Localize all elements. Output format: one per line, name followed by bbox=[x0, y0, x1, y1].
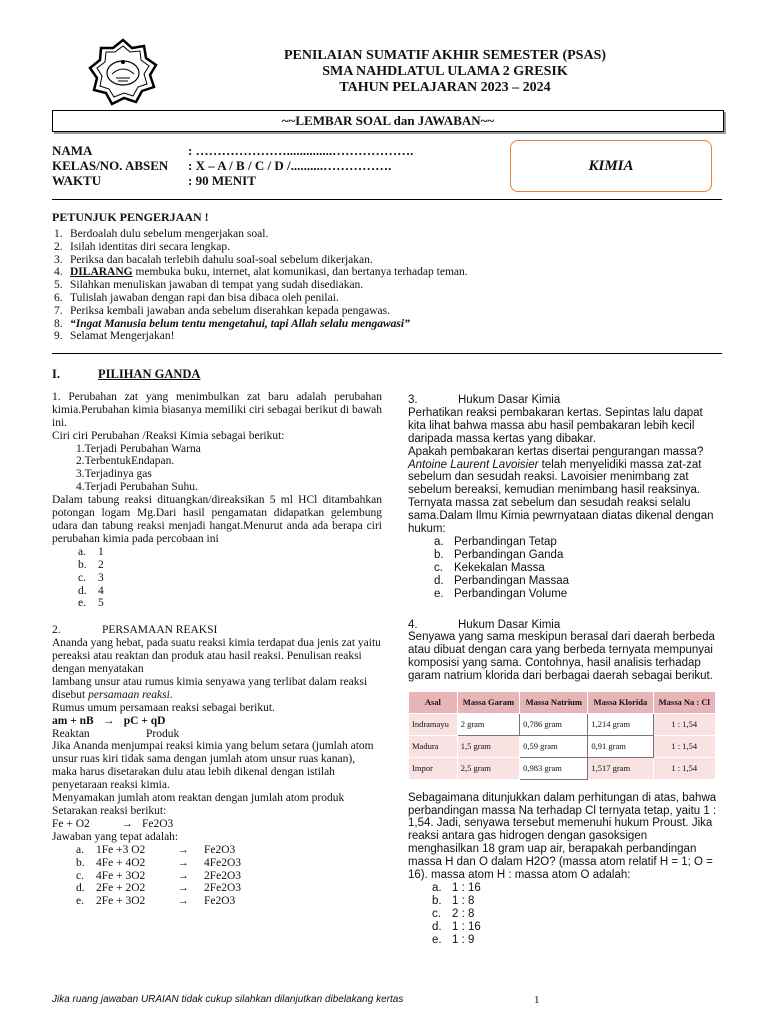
option-a[interactable]: a. 1 bbox=[78, 545, 104, 558]
school-logo bbox=[88, 38, 158, 108]
equation-labels: Reaktan Produk bbox=[52, 727, 180, 740]
option-b[interactable]: b. 1 : 8 bbox=[432, 894, 475, 907]
q3-options bbox=[408, 536, 718, 601]
footer-note: Jika ruang jawaban URAIAN tidak cukup silahkan dilanjutkan dibelakang kertas bbox=[52, 994, 404, 1005]
option-a[interactable]: a. 1 : 16 bbox=[432, 882, 481, 894]
option-c[interactable]: c. 4Fe + 3O2 → 2Fe2O3 bbox=[76, 869, 242, 882]
identity-row-time: WAKTU : 90 MENIT bbox=[52, 173, 256, 188]
q2-paragraph: Ananda yang hebat, pada suatu reaksi kimia terdapat dua jenis zat yaitu pereaksi atau reaktan dan produk atau hasil reaksi. Penulisan reaksi dengan menyatakan bbox=[52, 637, 381, 676]
list-item: 9. Selamat Mengerjakan! bbox=[54, 330, 175, 343]
list-item: 4.Terjadi Perubahan Suhu. bbox=[76, 481, 198, 494]
option-e[interactable]: e. 1 : 9 bbox=[432, 933, 475, 946]
q2-options bbox=[52, 844, 382, 909]
q2-paragraph: Jawaban yang tepat adalah: bbox=[52, 830, 179, 843]
option-b[interactable]: b. Perbandingan Ganda bbox=[434, 548, 564, 561]
option-d[interactable]: d. 1 : 16 bbox=[432, 920, 481, 933]
q2-paragraph: Setarakan reaksi berikut: bbox=[52, 805, 167, 817]
page-number: 1 bbox=[534, 994, 540, 1006]
salt-analysis-table bbox=[408, 691, 716, 780]
q1-list-title: Ciri ciri Perubahan /Reaksi Kimia sebagai berikut: bbox=[52, 429, 285, 442]
q4-options bbox=[408, 882, 718, 947]
q2-paragraph: Menyamakan jumlah atom reaktan dengan jumlah atom produk bbox=[52, 792, 345, 805]
table-row: Indramayu 2 gram 0,786 gram 1,214 gram 1 : 1,54 bbox=[409, 713, 716, 735]
option-b[interactable]: b. 2 bbox=[78, 558, 104, 571]
table-header-row: Asal Massa Garam Massa Natrium Massa Klorida Massa Na : Cl bbox=[409, 692, 716, 714]
q2-heading: 2. PERSAMAAN REAKSI bbox=[52, 624, 218, 637]
divider bbox=[52, 353, 722, 354]
list-item: 3.Terjadinya gas bbox=[76, 468, 152, 481]
list-item: 7. Periksa kembali jawaban anda sebelum diserahkan kepada pengawas. bbox=[54, 304, 390, 317]
q1-body: Dalam tabung reaksi dituangkan/direaksikan 5 ml HCl ditambahkan potongan logam Mg.Dari hasil pengamatan didapatkan gelembung udara dan tabung reaksi menjadi hangat.Menurut anda ada berapa ciri perubahan kimia pada percobaan ini bbox=[52, 494, 382, 545]
instructions-title: PETUNJUK PENGERJAAN ! bbox=[52, 210, 209, 224]
q3-paragraph: Antoine Laurent Lavoisier telah menyelidiki massa zat-zat sebelum dan sesudah reaksi. Lavoisier menimbang zat sebelum bereaksi, kemudian menimbang hasil reaksinya. Ternyata massa zat sebelum dan sesudah reaksi selalu sama.Dalam Ilmu Kimia pewrnyataan diatas dikenal dengan hukum: bbox=[408, 458, 714, 536]
list-item: 1. Berdoalah dulu sebelum mengerjakan soal. bbox=[54, 228, 269, 240]
q4-paragraph: Senyawa yang sama meskipun berasal dari daerah berbeda atau dibuat dengan cara yang berbeda ternyata mempunyai komposisi yang sama. Contohnya, hasil analisis terhadap garam natrium klorida dari berbagai daerah sebagai berikut. bbox=[408, 631, 715, 683]
option-d[interactable]: d. 2Fe + 2O2 → 2Fe2O3 bbox=[76, 882, 242, 895]
list-item: 1.Terjadi Perubahan Warna bbox=[76, 442, 201, 455]
list-item: 8. “Ingat Manusia belum tentu mengetahui, tapi Allah selalu mengawasi” bbox=[54, 317, 410, 330]
identity-row-name[interactable]: NAMA : …………………..............………………. bbox=[52, 143, 414, 158]
option-d[interactable]: d. 4 bbox=[78, 584, 104, 597]
sheet-title: ~~LEMBAR SOAL dan JAWABAN~~ bbox=[52, 110, 724, 132]
q2-paragraph: lambang unsur atau rumus kimia senyawa yang terlibat dalam reaksi disebut persamaan reaksi. bbox=[52, 675, 368, 701]
list-item: 2.TerbentukEndapan. bbox=[76, 455, 175, 468]
instructions-list bbox=[54, 228, 468, 343]
q2-paragraph: Jika Ananda menjumpai reaksi kimia yang belum setara (jumlah atom unsur ruas kiri tidak sama dengan jumlah atom unsur ruas kanan), maka harus disetarakan dulu atau lebih dikenal dengan istilah penyetaraan reaksi kimia. bbox=[52, 740, 374, 792]
list-item: 5. Silahkan menuliskan jawaban di tempat yang sudah disediakan. bbox=[54, 279, 364, 292]
option-c[interactable]: c. 2 : 8 bbox=[432, 907, 475, 920]
exam-title: PENILAIAN SUMATIF AKHIR SEMESTER (PSAS) bbox=[283, 48, 607, 63]
q3-paragraph: Perhatikan reaksi pembakaran kertas. Sepintas lalu dapat kita lihat bahwa massa abu hasil pembakaran lebih kecil daripada massa kertas yang dibakar. bbox=[408, 406, 703, 445]
option-c[interactable]: c. 3 bbox=[78, 571, 104, 584]
table-row: Impor 2,5 gram 0,983 gram 1,517 gram 1 : 1,54 bbox=[409, 757, 716, 779]
option-a[interactable]: a. 1Fe +3 O2 → Fe2O3 bbox=[76, 843, 236, 856]
list-item: 2. Isilah identitas diri secara lengkap. bbox=[54, 240, 230, 253]
q1-text: 1. Perubahan zat yang menimbulkan zat baru adalah perubahan kimia.Perubahan kimia biasanya memiliki ciri sebagai berikut di bawah ini. bbox=[52, 390, 382, 429]
q1-options bbox=[52, 546, 382, 611]
identity-row-class[interactable]: KELAS/NO. ABSEN : X – A / B / C / D /..........……………. bbox=[52, 158, 392, 173]
option-d[interactable]: d. Perbandingan Massaa bbox=[434, 574, 570, 587]
option-c[interactable]: c. Kekekalan Massa bbox=[434, 561, 545, 574]
q2-paragraph: Rumus umum persamaan reaksi sebagai berikut. bbox=[52, 701, 275, 714]
q3-heading: 3. Hukum Dasar Kimia bbox=[408, 394, 561, 406]
option-b[interactable]: b. 4Fe + 4O2 → 4Fe2O3 bbox=[76, 856, 242, 869]
option-e[interactable]: e. 2Fe + 3O2 → Fe2O3 bbox=[76, 895, 236, 908]
q4-heading: 4. Hukum Dasar Kimia bbox=[408, 618, 561, 631]
option-a[interactable]: a. Perbandingan Tetap bbox=[434, 535, 557, 548]
option-e[interactable]: e. 5 bbox=[78, 597, 104, 610]
list-item: 6. Tulislah jawaban dengan rapi dan bisa dibaca oleh penilai. bbox=[54, 291, 339, 304]
reaction: Fe + O2 → Fe2O3 bbox=[52, 817, 174, 830]
list-item: 4. DILARANG membuka buku, internet, alat komunikasi, dan bertanya terhadap teman. bbox=[54, 266, 468, 279]
divider bbox=[52, 199, 722, 200]
list-item: 3. Periksa dan bacalah terlebih dahulu soal-soal sebelum dikerjakan. bbox=[54, 253, 373, 266]
q4-paragraph: Sebagaimana ditunjukkan dalam perhitungan di atas, bahwa perbandingan massa Na terhadap Cl ternyata tetap, yaitu 1 : 1,54. Jadi, senyawa tersebut memenuhi hukum Proust. Jika reaksi antara gas hidrogen dengan gasoksigen menghasilkan 18 gram uap air, berapakah perbandingan massa H dan O dalam H2O? (massa atom relatif H = 1; O = 16). massa atom H : massa atom O adalah: bbox=[408, 791, 717, 882]
school-name: SMA NAHDLATUL ULAMA 2 GRESIK bbox=[322, 64, 568, 79]
q3-paragraph: Apakah pembakaran kertas disertai pengurangan massa? bbox=[408, 445, 704, 458]
right-column bbox=[408, 394, 718, 947]
table-row: Madura 1,5 gram 0,59 gram 0,91 gram 1 : 1,54 bbox=[409, 735, 716, 757]
option-e[interactable]: e. Perbandingan Volume bbox=[434, 587, 568, 600]
subject-box: KIMIA bbox=[510, 140, 712, 192]
general-equation: am + nB → pC + qD bbox=[52, 714, 166, 727]
identity-fields bbox=[52, 143, 413, 188]
left-column bbox=[52, 368, 382, 908]
section-heading: I. PILIHAN GANDA bbox=[52, 367, 201, 381]
school-year: TAHUN PELAJARAN 2023 – 2024 bbox=[339, 80, 551, 95]
